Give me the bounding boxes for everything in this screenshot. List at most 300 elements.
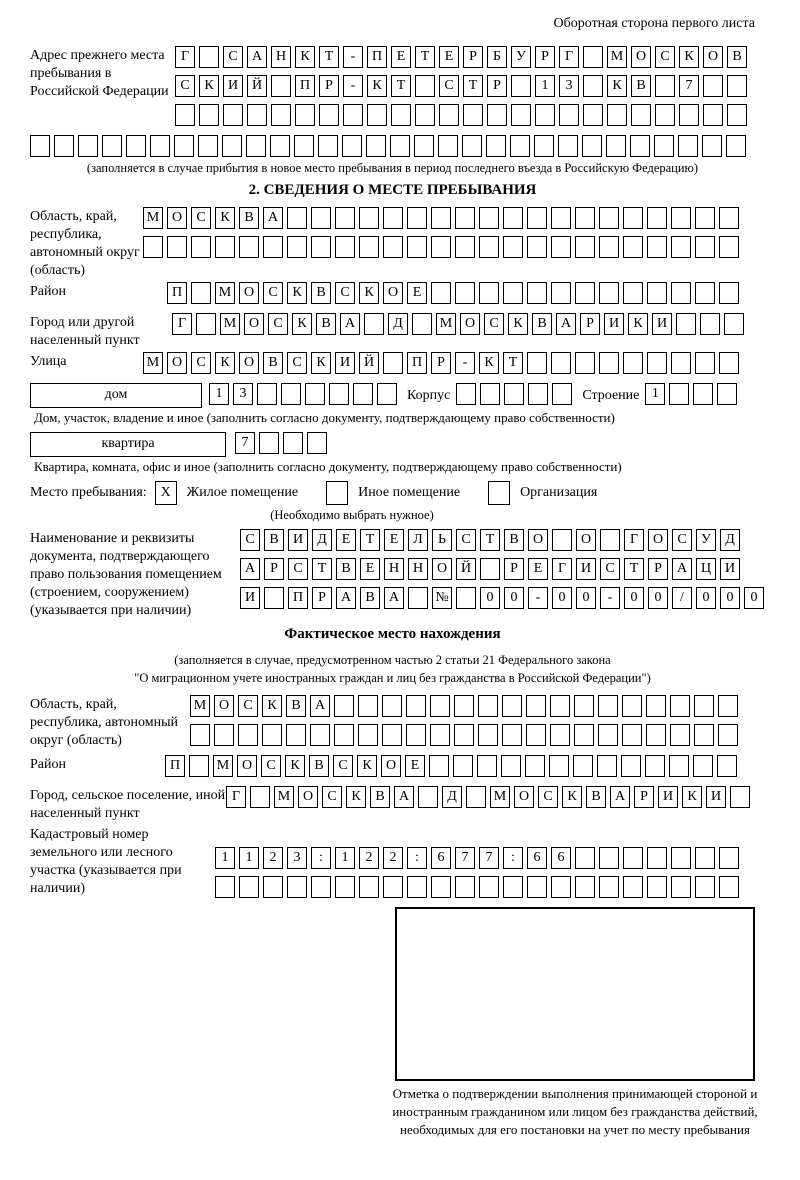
char-cell[interactable]: С [263, 282, 283, 304]
char-cell[interactable] [646, 695, 666, 717]
char-cell[interactable] [695, 847, 715, 869]
char-cell[interactable] [527, 236, 547, 258]
char-cell[interactable]: Е [360, 558, 380, 580]
char-cell[interactable] [647, 236, 667, 258]
char-cell[interactable] [502, 724, 522, 746]
char-cell[interactable] [719, 847, 739, 869]
char-cell[interactable] [695, 876, 715, 898]
char-cell[interactable] [335, 236, 355, 258]
char-cell[interactable] [334, 695, 354, 717]
char-cell[interactable] [655, 75, 675, 97]
char-cell[interactable] [294, 135, 314, 157]
char-cell[interactable] [342, 135, 362, 157]
char-cell[interactable]: 0 [648, 587, 668, 609]
char-cell[interactable] [575, 847, 595, 869]
char-cell[interactable] [431, 876, 451, 898]
char-cell[interactable] [262, 724, 282, 746]
char-cell[interactable] [719, 282, 739, 304]
char-cell[interactable] [455, 236, 475, 258]
char-cell[interactable]: Р [431, 352, 451, 374]
char-cell[interactable]: : [407, 847, 427, 869]
char-cell[interactable]: / [672, 587, 692, 609]
char-cell[interactable]: С [238, 695, 258, 717]
char-cell[interactable]: С [333, 755, 353, 777]
char-cell[interactable] [623, 282, 643, 304]
char-cell[interactable] [647, 847, 667, 869]
char-cell[interactable]: Е [336, 529, 356, 551]
char-cell[interactable]: 1 [535, 75, 555, 97]
char-cell[interactable] [527, 207, 547, 229]
char-cell[interactable]: Т [312, 558, 332, 580]
char-cell[interactable]: Т [415, 46, 435, 68]
char-cell[interactable]: К [292, 313, 312, 335]
char-cell[interactable]: В [586, 786, 606, 808]
char-cell[interactable] [382, 695, 402, 717]
char-cell[interactable] [479, 207, 499, 229]
char-cell[interactable]: 0 [744, 587, 764, 609]
char-cell[interactable]: А [394, 786, 414, 808]
char-cell[interactable] [406, 695, 426, 717]
char-cell[interactable] [525, 755, 545, 777]
char-cell[interactable] [175, 104, 195, 126]
char-cell[interactable] [623, 352, 643, 374]
char-cell[interactable] [364, 313, 384, 335]
char-cell[interactable] [582, 135, 602, 157]
char-cell[interactable] [480, 383, 500, 405]
char-cell[interactable] [478, 695, 498, 717]
char-cell[interactable] [551, 876, 571, 898]
char-cell[interactable] [623, 847, 643, 869]
char-cell[interactable]: Т [503, 352, 523, 374]
char-cell[interactable]: С [223, 46, 243, 68]
char-cell[interactable] [550, 695, 570, 717]
char-cell[interactable]: Л [408, 529, 428, 551]
char-cell[interactable]: Р [634, 786, 654, 808]
char-cell[interactable]: - [600, 587, 620, 609]
char-cell[interactable]: С [439, 75, 459, 97]
char-cell[interactable] [551, 236, 571, 258]
char-cell[interactable] [693, 383, 713, 405]
char-cell[interactable]: П [295, 75, 315, 97]
char-cell[interactable]: А [310, 695, 330, 717]
char-cell[interactable] [621, 755, 641, 777]
char-cell[interactable] [383, 352, 403, 374]
char-cell[interactable]: 0 [720, 587, 740, 609]
char-cell[interactable]: Р [580, 313, 600, 335]
char-cell[interactable]: - [455, 352, 475, 374]
char-cell[interactable]: 1 [209, 383, 229, 405]
char-cell[interactable] [598, 695, 618, 717]
char-cell[interactable] [669, 755, 689, 777]
char-cell[interactable]: О [383, 282, 403, 304]
char-cell[interactable] [259, 432, 279, 454]
char-cell[interactable]: - [343, 46, 363, 68]
char-cell[interactable]: К [285, 755, 305, 777]
char-cell[interactable] [246, 135, 266, 157]
char-cell[interactable]: В [727, 46, 747, 68]
char-cell[interactable] [431, 236, 451, 258]
char-cell[interactable]: Т [360, 529, 380, 551]
char-cell[interactable] [527, 352, 547, 374]
char-cell[interactable] [630, 135, 650, 157]
char-cell[interactable] [671, 876, 691, 898]
char-cell[interactable]: 1 [215, 847, 235, 869]
char-cell[interactable] [534, 135, 554, 157]
char-cell[interactable]: В [309, 755, 329, 777]
char-cell[interactable]: Е [384, 529, 404, 551]
char-cell[interactable] [271, 104, 291, 126]
char-cell[interactable]: Й [359, 352, 379, 374]
char-cell[interactable]: О [214, 695, 234, 717]
char-cell[interactable]: О [237, 755, 257, 777]
char-cell[interactable] [726, 135, 746, 157]
checkbox-other-premises[interactable] [326, 481, 348, 505]
char-cell[interactable]: О [381, 755, 401, 777]
char-cell[interactable] [718, 695, 738, 717]
char-cell[interactable]: Т [480, 529, 500, 551]
char-cell[interactable] [238, 724, 258, 746]
char-cell[interactable] [30, 135, 50, 157]
char-cell[interactable] [504, 383, 524, 405]
char-cell[interactable]: Г [226, 786, 246, 808]
char-cell[interactable] [528, 383, 548, 405]
char-cell[interactable] [598, 724, 618, 746]
char-cell[interactable]: Г [172, 313, 192, 335]
char-cell[interactable]: М [143, 207, 163, 229]
char-cell[interactable] [271, 75, 291, 97]
char-cell[interactable]: К [357, 755, 377, 777]
char-cell[interactable] [250, 786, 270, 808]
char-cell[interactable] [559, 104, 579, 126]
char-cell[interactable] [415, 104, 435, 126]
char-cell[interactable]: А [247, 46, 267, 68]
char-cell[interactable] [549, 755, 569, 777]
char-cell[interactable]: М [220, 313, 240, 335]
char-cell[interactable] [367, 104, 387, 126]
char-cell[interactable]: О [239, 352, 259, 374]
char-cell[interactable]: Е [391, 46, 411, 68]
char-cell[interactable] [695, 236, 715, 258]
char-cell[interactable]: А [263, 207, 283, 229]
char-cell[interactable] [190, 724, 210, 746]
char-cell[interactable] [487, 104, 507, 126]
char-cell[interactable]: О [432, 558, 452, 580]
char-cell[interactable] [359, 876, 379, 898]
char-cell[interactable] [597, 755, 617, 777]
char-cell[interactable]: С [335, 282, 355, 304]
char-cell[interactable]: К [508, 313, 528, 335]
char-cell[interactable] [631, 104, 651, 126]
char-cell[interactable] [647, 207, 667, 229]
char-cell[interactable] [466, 786, 486, 808]
char-cell[interactable] [671, 236, 691, 258]
char-cell[interactable] [462, 135, 482, 157]
char-cell[interactable] [414, 135, 434, 157]
char-cell[interactable] [334, 724, 354, 746]
char-cell[interactable]: 2 [359, 847, 379, 869]
char-cell[interactable] [574, 695, 594, 717]
char-cell[interactable] [439, 104, 459, 126]
char-cell[interactable]: В [311, 282, 331, 304]
char-cell[interactable] [647, 876, 667, 898]
char-cell[interactable]: О [298, 786, 318, 808]
char-cell[interactable] [438, 135, 458, 157]
char-cell[interactable] [583, 75, 603, 97]
char-cell[interactable]: 2 [263, 847, 283, 869]
char-cell[interactable] [477, 755, 497, 777]
char-cell[interactable]: 7 [455, 847, 475, 869]
char-cell[interactable] [583, 104, 603, 126]
char-cell[interactable] [551, 207, 571, 229]
char-cell[interactable] [550, 724, 570, 746]
char-cell[interactable] [574, 724, 594, 746]
char-cell[interactable] [150, 135, 170, 157]
char-cell[interactable] [551, 282, 571, 304]
char-cell[interactable] [199, 46, 219, 68]
char-cell[interactable] [189, 755, 209, 777]
char-cell[interactable]: С [261, 755, 281, 777]
char-cell[interactable] [455, 207, 475, 229]
char-cell[interactable]: Р [648, 558, 668, 580]
char-cell[interactable] [191, 282, 211, 304]
char-cell[interactable]: Т [391, 75, 411, 97]
char-cell[interactable] [453, 755, 473, 777]
char-cell[interactable] [305, 383, 325, 405]
char-cell[interactable] [366, 135, 386, 157]
char-cell[interactable]: К [215, 207, 235, 229]
char-cell[interactable] [693, 755, 713, 777]
char-cell[interactable] [343, 104, 363, 126]
char-cell[interactable] [502, 695, 522, 717]
char-cell[interactable]: П [367, 46, 387, 68]
char-cell[interactable]: Р [312, 587, 332, 609]
char-cell[interactable] [717, 383, 737, 405]
char-cell[interactable] [535, 104, 555, 126]
char-cell[interactable] [703, 75, 723, 97]
char-cell[interactable]: Е [405, 755, 425, 777]
char-cell[interactable]: 0 [696, 587, 716, 609]
char-cell[interactable]: А [384, 587, 404, 609]
char-cell[interactable]: У [511, 46, 531, 68]
char-cell[interactable]: В [286, 695, 306, 717]
char-cell[interactable] [318, 135, 338, 157]
char-cell[interactable]: 7 [479, 847, 499, 869]
char-cell[interactable]: С [538, 786, 558, 808]
char-cell[interactable] [527, 876, 547, 898]
char-cell[interactable]: М [213, 755, 233, 777]
char-cell[interactable]: В [316, 313, 336, 335]
char-cell[interactable] [695, 207, 715, 229]
char-cell[interactable] [622, 695, 642, 717]
char-cell[interactable]: И [288, 529, 308, 551]
char-cell[interactable]: В [370, 786, 390, 808]
char-cell[interactable] [456, 587, 476, 609]
char-cell[interactable]: Й [247, 75, 267, 97]
char-cell[interactable] [678, 135, 698, 157]
char-cell[interactable]: Г [624, 529, 644, 551]
char-cell[interactable]: О [703, 46, 723, 68]
char-cell[interactable] [527, 282, 547, 304]
char-cell[interactable] [719, 352, 739, 374]
char-cell[interactable]: 0 [504, 587, 524, 609]
char-cell[interactable]: 3 [233, 383, 253, 405]
char-cell[interactable]: Н [408, 558, 428, 580]
char-cell[interactable]: 0 [480, 587, 500, 609]
char-cell[interactable] [599, 236, 619, 258]
char-cell[interactable] [407, 207, 427, 229]
char-cell[interactable] [671, 207, 691, 229]
char-cell[interactable] [670, 724, 690, 746]
char-cell[interactable]: В [504, 529, 524, 551]
char-cell[interactable]: П [165, 755, 185, 777]
char-cell[interactable]: П [167, 282, 187, 304]
char-cell[interactable] [358, 695, 378, 717]
char-cell[interactable] [270, 135, 290, 157]
char-cell[interactable] [456, 383, 476, 405]
char-cell[interactable]: 0 [576, 587, 596, 609]
char-cell[interactable] [222, 135, 242, 157]
char-cell[interactable]: 0 [624, 587, 644, 609]
char-cell[interactable] [480, 558, 500, 580]
char-cell[interactable]: С [456, 529, 476, 551]
char-cell[interactable]: Д [388, 313, 408, 335]
char-cell[interactable]: Ц [696, 558, 716, 580]
char-cell[interactable] [54, 135, 74, 157]
char-cell[interactable] [511, 104, 531, 126]
char-cell[interactable]: И [658, 786, 678, 808]
char-cell[interactable] [700, 313, 720, 335]
char-cell[interactable] [647, 352, 667, 374]
char-cell[interactable]: В [336, 558, 356, 580]
char-cell[interactable] [647, 282, 667, 304]
char-cell[interactable] [671, 282, 691, 304]
char-cell[interactable]: Г [175, 46, 195, 68]
char-cell[interactable]: К [562, 786, 582, 808]
char-cell[interactable] [655, 104, 675, 126]
char-cell[interactable]: Е [407, 282, 427, 304]
char-cell[interactable] [719, 236, 739, 258]
char-cell[interactable] [383, 236, 403, 258]
char-cell[interactable] [479, 236, 499, 258]
char-cell[interactable]: А [672, 558, 692, 580]
char-cell[interactable]: К [367, 75, 387, 97]
char-cell[interactable] [287, 207, 307, 229]
char-cell[interactable]: С [175, 75, 195, 97]
char-cell[interactable] [102, 135, 122, 157]
char-cell[interactable] [196, 313, 216, 335]
char-cell[interactable] [214, 724, 234, 746]
char-cell[interactable]: Т [463, 75, 483, 97]
char-cell[interactable] [264, 587, 284, 609]
char-cell[interactable] [727, 104, 747, 126]
char-cell[interactable]: Р [504, 558, 524, 580]
char-cell[interactable] [694, 724, 714, 746]
char-cell[interactable] [412, 313, 432, 335]
char-cell[interactable]: У [696, 529, 716, 551]
char-cell[interactable] [418, 786, 438, 808]
char-cell[interactable] [431, 282, 451, 304]
char-cell[interactable] [223, 104, 243, 126]
char-cell[interactable]: Е [439, 46, 459, 68]
char-cell[interactable] [503, 207, 523, 229]
char-cell[interactable]: К [215, 352, 235, 374]
char-cell[interactable]: С [672, 529, 692, 551]
char-cell[interactable]: В [239, 207, 259, 229]
char-cell[interactable]: № [432, 587, 452, 609]
char-cell[interactable] [623, 876, 643, 898]
char-cell[interactable] [503, 282, 523, 304]
char-cell[interactable] [415, 75, 435, 97]
char-cell[interactable]: Т [319, 46, 339, 68]
char-cell[interactable] [454, 695, 474, 717]
char-cell[interactable] [599, 282, 619, 304]
char-cell[interactable]: В [532, 313, 552, 335]
char-cell[interactable] [263, 236, 283, 258]
char-cell[interactable] [167, 236, 187, 258]
char-cell[interactable] [407, 876, 427, 898]
char-cell[interactable]: 6 [551, 847, 571, 869]
char-cell[interactable] [353, 383, 373, 405]
char-cell[interactable] [143, 236, 163, 258]
char-cell[interactable]: О [576, 529, 596, 551]
char-cell[interactable] [552, 529, 572, 551]
char-cell[interactable]: К [359, 282, 379, 304]
char-cell[interactable] [198, 135, 218, 157]
char-cell[interactable]: О [648, 529, 668, 551]
char-cell[interactable] [671, 847, 691, 869]
char-cell[interactable] [383, 207, 403, 229]
char-cell[interactable]: Р [487, 75, 507, 97]
char-cell[interactable] [479, 282, 499, 304]
char-cell[interactable]: П [407, 352, 427, 374]
char-cell[interactable] [359, 236, 379, 258]
char-cell[interactable] [478, 724, 498, 746]
char-cell[interactable]: О [460, 313, 480, 335]
char-cell[interactable] [215, 876, 235, 898]
char-cell[interactable]: И [223, 75, 243, 97]
char-cell[interactable] [390, 135, 410, 157]
char-cell[interactable]: Р [264, 558, 284, 580]
char-cell[interactable]: М [274, 786, 294, 808]
char-cell[interactable]: О [167, 352, 187, 374]
char-cell[interactable] [319, 104, 339, 126]
char-cell[interactable] [359, 207, 379, 229]
char-cell[interactable] [606, 135, 626, 157]
char-cell[interactable]: О [528, 529, 548, 551]
char-cell[interactable]: Р [319, 75, 339, 97]
char-cell[interactable] [311, 876, 331, 898]
char-cell[interactable] [455, 876, 475, 898]
char-cell[interactable] [654, 135, 674, 157]
char-cell[interactable]: К [346, 786, 366, 808]
char-cell[interactable] [329, 383, 349, 405]
char-cell[interactable] [669, 383, 689, 405]
char-cell[interactable]: В [264, 529, 284, 551]
char-cell[interactable] [486, 135, 506, 157]
char-cell[interactable]: 7 [679, 75, 699, 97]
char-cell[interactable] [719, 876, 739, 898]
char-cell[interactable] [191, 236, 211, 258]
char-cell[interactable]: Й [456, 558, 476, 580]
char-cell[interactable]: А [340, 313, 360, 335]
char-cell[interactable] [551, 352, 571, 374]
char-cell[interactable]: К [262, 695, 282, 717]
char-cell[interactable] [575, 352, 595, 374]
char-cell[interactable]: : [503, 847, 523, 869]
char-cell[interactable]: С [600, 558, 620, 580]
char-cell[interactable] [463, 104, 483, 126]
char-cell[interactable]: Г [552, 558, 572, 580]
